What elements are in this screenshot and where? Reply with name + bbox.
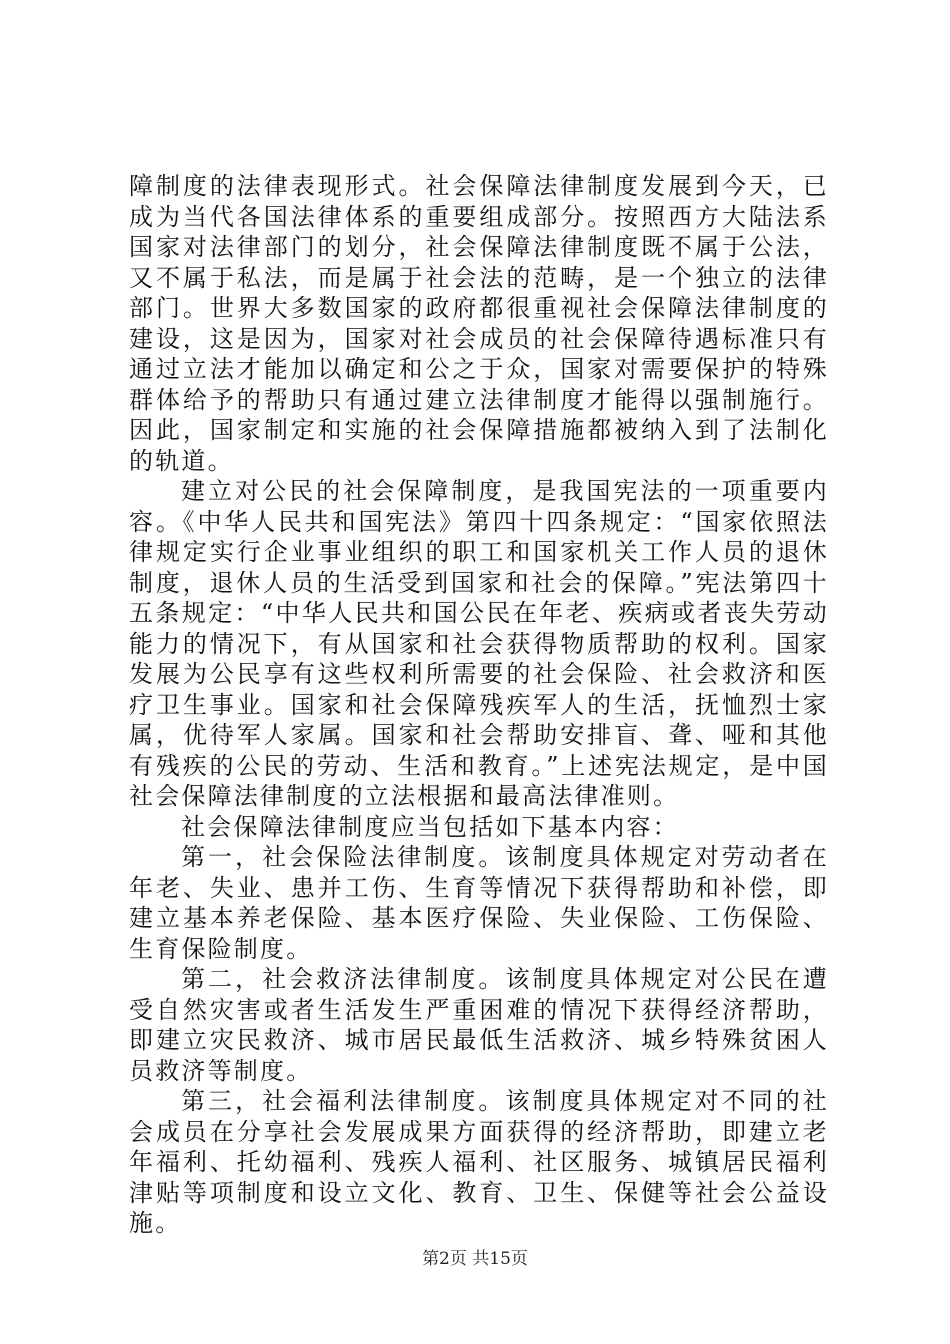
paragraph-social-welfare: 第三，社会福利法律制度。该制度具体规定对不同的社会成员在分享社会发展成果方面获得的经济帮助，即建立老年福利、托幼福利、残疾人福利、社区服务、城镇居民福利津贴等项制度和设立文化、教育、卫生、保健等社会公益设施。 [129, 1087, 829, 1237]
paragraph-social-relief: 第二，社会救济法律制度。该制度具体规定对公民在遭受自然灾害或者生活发生严重困难的情况下获得经济帮助，即建立灾民救济、城市居民最低生活救济、城乡特殊贫困人员救济等制度。 [129, 965, 829, 1085]
paragraph-basic-contents: 社会保障法律制度应当包括如下基本内容： [181, 812, 679, 841]
paragraph-social-insurance: 第一，社会保险法律制度。该制度具体规定对劳动者在年老、失业、患并工伤、生育等情况下获得帮助和补偿，即建立基本养老保险、基本医疗保险、失业保险、工伤保险、生育保险制度。 [129, 843, 829, 963]
paragraph-legal-form: 障制度的法律表现形式。社会保障法律制度发展到今天，已成为当代各国法律体系的重要组成部分。按照西方大陆法系国家对法律部门的划分，社会保障法律制度既不属于公法，又不属于私法，而是属于社会法的范畴，是一个独立的法律部门。世界大多数国家的政府都很重视社会保障法律制度的建设，这是因为，国家对社会成员的社会保障待遇标准只有通过立法才能加以确定和公之于众，国家对需要保护的特殊群体给予的帮助只有通过建立法律制度才能得以强制施行。因此，国家制定和实施的社会保障措施都被纳入到了法制化的轨道。 [129, 172, 829, 475]
paragraph-constitution: 建立对公民的社会保障制度，是我国宪法的一项重要内容。《中华人民共和国宪法》第四十四条规定：“国家依照法律规定实行企业事业组织的职工和国家机关工作人员的退休制度，退休人员的生活受到国家和社会的保障。”宪法第四十五条规定：“中华人民共和国公民在年老、疾病或者丧失劳动能力的情况下，有从国家和社会获得物质帮助的权利。国家发展为公民享有这些权利所需要的社会保险、社会救济和医疗卫生事业。国家和社会保障残疾军人的生活，抚恤烈士家属，优待军人家属。国家和社会帮助安排盲、聋、哑和其他有残疾的公民的劳动、生活和教育。”上述宪法规定，是中国社会保障法律制度的立法根据和最高法律准则。 [129, 477, 829, 810]
page-number-footer: 第2页 共15页 [422, 1249, 528, 1269]
document-body [129, 171, 829, 1239]
